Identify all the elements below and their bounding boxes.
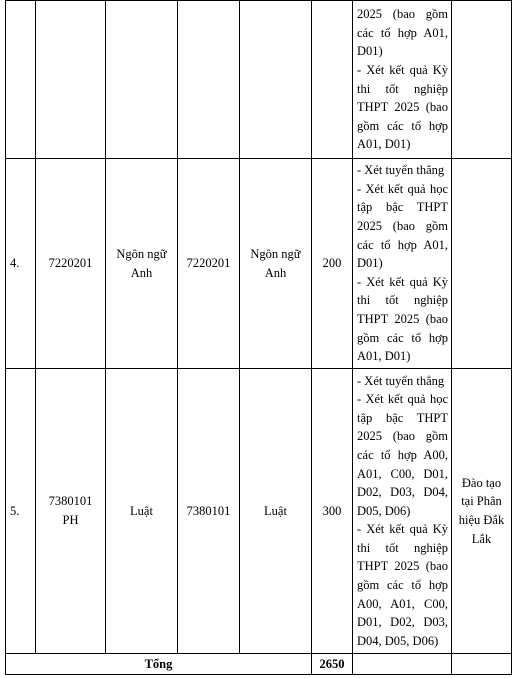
method-line: D01) <box>357 44 383 59</box>
total-empty-cell <box>353 654 452 675</box>
admission-name: Ngôn ngữ Anh <box>240 159 312 369</box>
method-line: - Xét kết quả học <box>357 392 448 407</box>
method-line: A01, D01) <box>357 349 411 364</box>
method-line: 2025 (bao gồm <box>357 7 448 22</box>
method-line: 2025 (bao gồm <box>357 219 448 234</box>
method-line: D02, D03, D04, <box>357 485 448 500</box>
method-line: THPT 2025 (bao <box>357 100 448 115</box>
quota <box>312 1 353 159</box>
admission-methods <box>353 1 452 159</box>
method-line: - Xét kết quả Kỳ <box>357 62 448 77</box>
admission-methods <box>353 159 452 369</box>
method-line: - Xét kết quả Kỳ <box>357 522 448 537</box>
method-line: - Xét kết quả học <box>357 181 448 196</box>
method-line: 2025 (bao gồm <box>357 429 448 444</box>
method-line: D01) <box>357 256 383 271</box>
major-code: 7380101 PH <box>36 369 106 654</box>
table-row <box>6 369 512 654</box>
method-line: thi tốt nghiệp <box>357 293 448 308</box>
total-empty-cell <box>452 654 512 675</box>
method-line: A00, A01, C00, <box>357 596 448 611</box>
next-table-border <box>5 674 511 678</box>
admission-code <box>178 1 240 159</box>
note: Đào tạo tại Phân hiệu Đắk Lắk <box>452 369 512 654</box>
total-row <box>6 654 512 675</box>
admission-name <box>240 1 312 159</box>
note <box>452 159 512 369</box>
method-line: tập bậc THPT <box>357 200 448 215</box>
admission-methods <box>353 369 452 654</box>
method-line: - Xét tuyển thẳng <box>357 373 445 388</box>
method-line: thi tốt nghiệp <box>357 81 448 96</box>
total-label: Tổng <box>6 654 312 675</box>
admission-code: 7220201 <box>178 159 240 369</box>
major-code: 7220201 <box>36 159 106 369</box>
row-number <box>6 1 36 159</box>
method-line: thi tốt nghiệp <box>357 540 448 555</box>
quota: 300 <box>312 369 353 654</box>
major-name: Ngôn ngữ Anh <box>106 159 178 369</box>
major-code <box>36 1 106 159</box>
method-line: gồm các tổ hợp <box>357 118 448 133</box>
method-line: - Xét kết quả Kỳ <box>357 274 448 289</box>
admissions-table <box>5 0 512 675</box>
major-name: Luật <box>106 369 178 654</box>
method-line: gồm các tổ hợp <box>357 578 448 593</box>
method-line: tập bậc THPT <box>357 410 448 425</box>
method-line: các tổ hợp A00, <box>357 447 448 462</box>
admission-code: 7380101 <box>178 369 240 654</box>
method-line: gồm các tổ hợp <box>357 330 448 345</box>
method-line: A01, D01) <box>357 137 411 152</box>
method-line: A01, C00, D01, <box>357 466 448 481</box>
method-line: THPT 2025 (bao <box>357 311 448 326</box>
method-line: D05, D06) <box>357 503 411 518</box>
method-line: các tổ hợp A01, <box>357 237 448 252</box>
method-line: THPT 2025 (bao <box>357 559 448 574</box>
table-row <box>6 159 512 369</box>
method-line: - Xét tuyển thẳng <box>357 163 445 178</box>
quota: 200 <box>312 159 353 369</box>
total-value: 2650 <box>312 654 353 675</box>
admission-name: Luật <box>240 369 312 654</box>
row-number: 5. <box>6 369 36 654</box>
method-line: D04, D05, D06) <box>357 633 439 648</box>
method-line: các tổ hợp A01, <box>357 25 448 40</box>
major-name <box>106 1 178 159</box>
note <box>452 1 512 159</box>
table-row <box>6 1 512 159</box>
row-number: 4. <box>6 159 36 369</box>
method-line: D01, D02, D03, <box>357 615 448 630</box>
